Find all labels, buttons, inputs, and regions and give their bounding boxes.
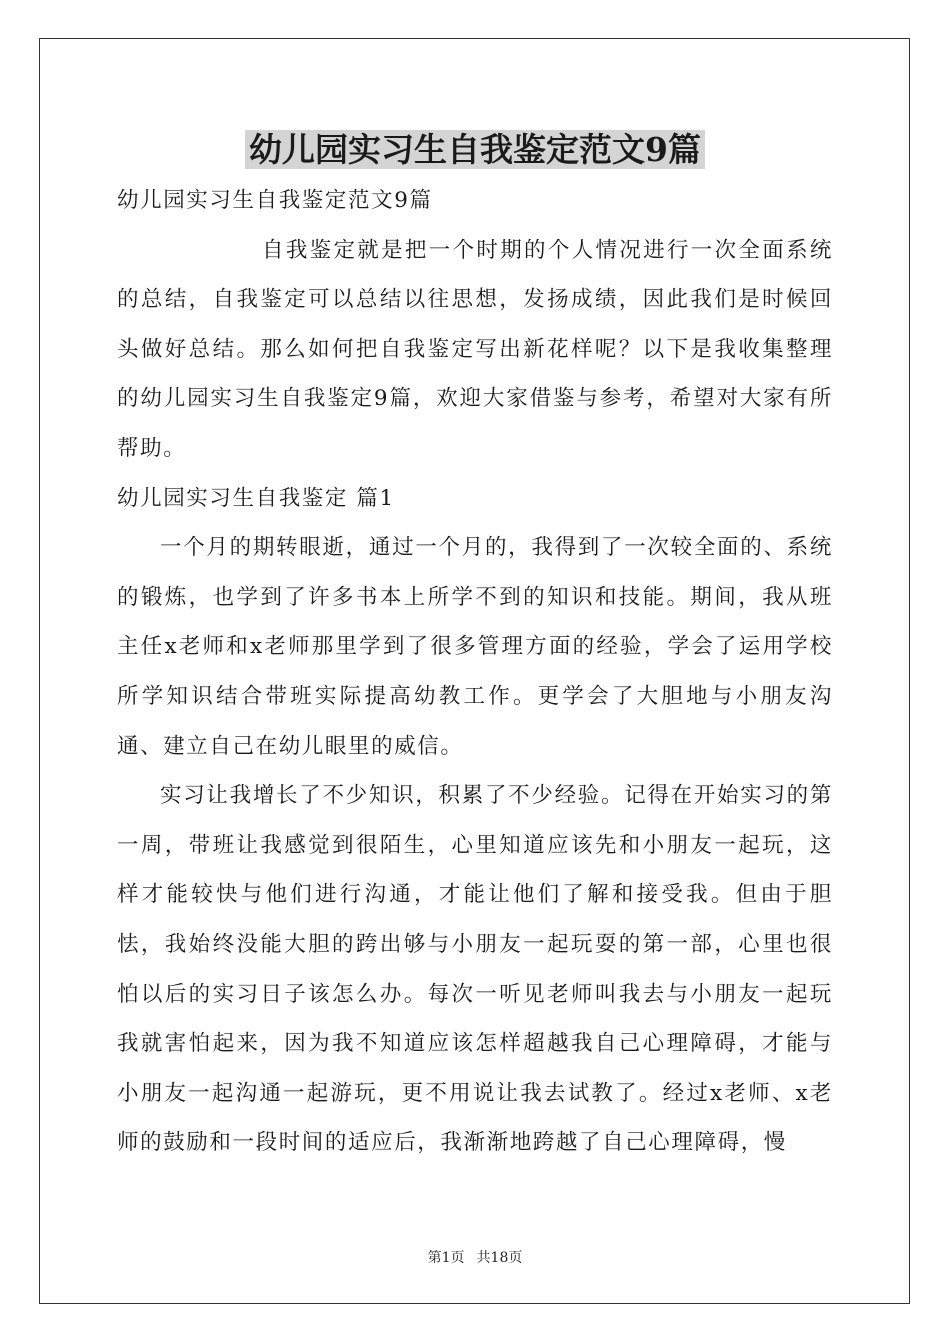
document-title-text: 幼儿园实习生自我鉴定范文9篇 bbox=[245, 130, 705, 169]
document-title bbox=[0, 126, 950, 174]
total-pages: 共18页 bbox=[476, 1250, 523, 1266]
page-footer bbox=[0, 1248, 950, 1268]
section-heading: 幼儿园实习生自我鉴定 篇1 bbox=[117, 485, 395, 511]
page-number: 第1页 bbox=[427, 1250, 465, 1266]
document-body bbox=[117, 176, 833, 1168]
intro-paragraph: 自我鉴定就是把一个时期的个人情况进行一次全面系统的总结，自我鉴定可以总结以往思想，发扬成绩，因此我们是时候回头做好总结。那么如何把自我鉴定写出新花样呢？以下是我收集整理的幼儿园实习生自我鉴定9篇，欢迎大家借鉴与参考，希望对大家有所帮助。 bbox=[117, 237, 833, 461]
document-subtitle: 幼儿园实习生自我鉴定范文9篇 bbox=[117, 188, 433, 213]
body-paragraph-1: 一个月的期转眼逝，通过一个月的，我得到了一次较全面的、系统的锻炼，也学到了许多书本上所学不到的知识和技能。期间，我从班主任x老师和x老师那里学到了很多管理方面的经验，学会了运用学校所学知识结合带班实际提高幼教工作。更学会了大胆地与小朋友沟通、建立自己在幼儿眼里的威信。 bbox=[117, 535, 833, 759]
body-paragraph-2: 实习让我增长了不少知识，积累了不少经验。记得在开始实习的第一周，带班让我感觉到很陌生，心里知道应该先和小朋友一起玩，这样才能较快与他们进行沟通，才能让他们了解和接受我。但由于胆怯，我始终没能大胆的跨出够与小朋友一起玩耍的第一部，心里也很怕以后的实习日子该怎么办。每次一听见老师叫我去与小朋友一起玩我就害怕起来，因为我不知道应该怎样超越我自己心理障碍，才能与小朋友一起沟通一起游玩，更不用说让我去试教了。经过x老师、x老师的鼓励和一段时间的适应后，我渐渐地跨越了自己心理障碍，慢 bbox=[117, 783, 833, 1156]
